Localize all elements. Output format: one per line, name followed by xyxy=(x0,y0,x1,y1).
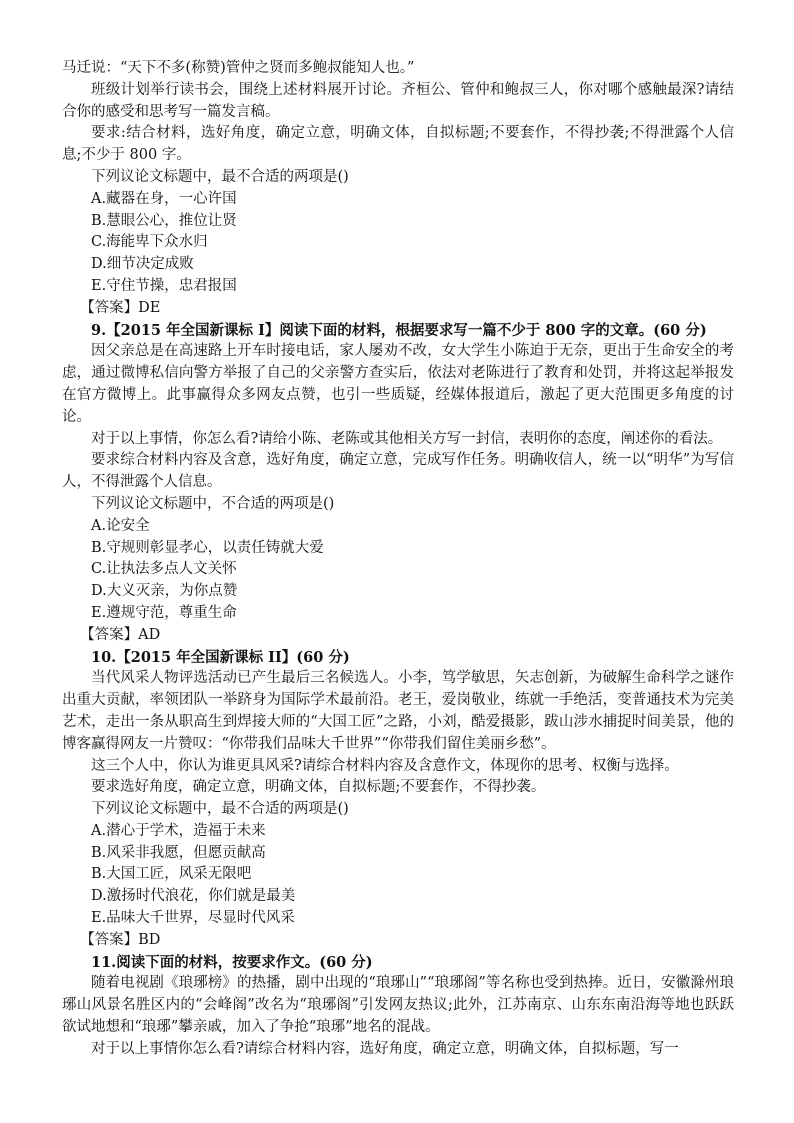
option-b: B.守规则彰显孝心，以责任铸就大爱 xyxy=(91,539,324,556)
option-e: E.品味大千世界，尽显时代风采 xyxy=(91,910,295,927)
option-c: C.海能卑下众水归 xyxy=(91,234,208,251)
writing-task: 对于以上事情你怎么看?请综合材料内容，选好角度，确定立意，明确文体，自拟标题，写一 xyxy=(91,1040,679,1057)
question-material: 因父亲总是在高速路上开车时接电话，家人屡劝不改，女大学生小陈迫于无奈，更出于生命安全的考虑，通过微博私信向警方举报了自己的父亲警方查实后，依法对老陈进行了教育和处罚，并将这起举报发在官方微博上。此事赢得众多网友点赞，也引一些质疑，经媒体报道后，激起了更大范围更多角度的讨论。 xyxy=(62,343,734,425)
writing-task: 班级计划举行读书会，围绕上述材料展开讨论。齐桓公、管仲和鲍叔三人，你对哪个感触最深?请结合你的感受和思考写一篇发言稿。 xyxy=(62,81,734,120)
document-page xyxy=(62,58,734,1061)
writing-task: 对于以上事情，你怎么看?请给小陈、老陈或其他相关方写一封信，表明你的态度，阐述你的看法。 xyxy=(91,430,723,447)
pre-question-block xyxy=(62,58,734,320)
option-a: A.藏器在身，一心许国 xyxy=(91,190,237,207)
writing-requirements: 要求综合材料内容及含意，选好角度，确定立意，完成写作任务。明确收信人，统一以“明华”为写信人，不得泄露个人信息。 xyxy=(62,452,734,491)
question-11 xyxy=(62,952,734,1061)
option-e: E.遵规守范，尊重生命 xyxy=(91,604,237,621)
option-e: E.守住节操，忠君报国 xyxy=(91,277,237,294)
writing-task: 这三个人中，你认为谁更具风采?请综合材料内容及含意作文，体现你的思考、权衡与选择。 xyxy=(91,757,679,774)
option-d: D.大义灭亲，为你点赞 xyxy=(91,583,238,600)
question-10 xyxy=(62,647,734,952)
question-prompt: 下列议论文标题中，不合适的两项是() xyxy=(91,495,335,512)
question-heading: 9.【2015 年全国新课标 I】阅读下面的材料，根据要求写一篇不少于 800 字的文章。(60 分) xyxy=(91,321,707,339)
writing-requirements: 要求选好角度，确定立意，明确文体，自拟标题;不要套作，不得抄袭。 xyxy=(91,779,546,796)
question-prompt: 下列议论文标题中，最不合适的两项是() xyxy=(91,168,349,185)
option-c: C.让执法多点人文关怀 xyxy=(91,561,237,578)
option-b-second: B.大国工匠，风采无限吧 xyxy=(91,866,252,883)
question-9 xyxy=(62,320,734,647)
question-heading: 11.阅读下面的材料，按要求作文。(60 分) xyxy=(91,953,373,971)
option-a: A.潜心于学术，造福于未来 xyxy=(91,822,266,839)
option-b: B.风采非我愿，但愿贡献高 xyxy=(91,844,266,861)
question-material: 当代风采人物评选活动已产生最后三名候选人。小李，笃学敏思，矢志创新，为破解生命科学之谜作出重大贡献，率领团队一举跻身为国际学术最前沿。老王，爱岗敬业，练就一手绝活，变普通技术为完美艺术，走出一条从职高生到焊接大师的“大国工匠”之路，小刘，酷爱摄影，跋山涉水捕捉时间美景，他的博客赢得网友一片赞叹：“你带我们品味大千世界”“你带我们留住美丽乡愁”。 xyxy=(62,670,734,752)
option-d: D.细节决定成败 xyxy=(91,256,194,273)
option-d: D.激扬时代浪花，你们就是最美 xyxy=(91,888,296,905)
answer: 【答案】BD xyxy=(80,931,161,948)
writing-requirements: 要求:结合材料，选好角度，确定立意，明确文体，自拟标题;不要套作，不得抄袭;不得泄露个人信息;不少于 800 字。 xyxy=(62,125,734,164)
option-a: A.论安全 xyxy=(91,517,150,534)
option-b: B.慧眼公心，推位让贤 xyxy=(91,212,237,229)
answer: 【答案】AD xyxy=(80,626,161,643)
question-heading: 10.【2015 年全国新课标 II】(60 分) xyxy=(91,648,350,666)
question-prompt: 下列议论文标题中，最不合适的两项是() xyxy=(91,801,349,818)
answer: 【答案】DE xyxy=(80,299,161,316)
material-quote: 马迁说：“天下不多(称赞)管仲之贤而多鲍叔能知人也。” xyxy=(62,60,415,76)
question-material: 随着电视剧《琅琊榜》的热播，剧中出现的“琅琊山”“琅琊阁”等名称也受到热捧。近日，安徽滁州琅琊山风景名胜区内的“会峰阁”改名为“琅琊阁”引发网友热议;此外，江苏南京、山东东南沿海等地也跃跃欲试地想和“琅琊”攀亲戚，加入了争抢“琅琊”地名的混战。 xyxy=(62,975,734,1036)
